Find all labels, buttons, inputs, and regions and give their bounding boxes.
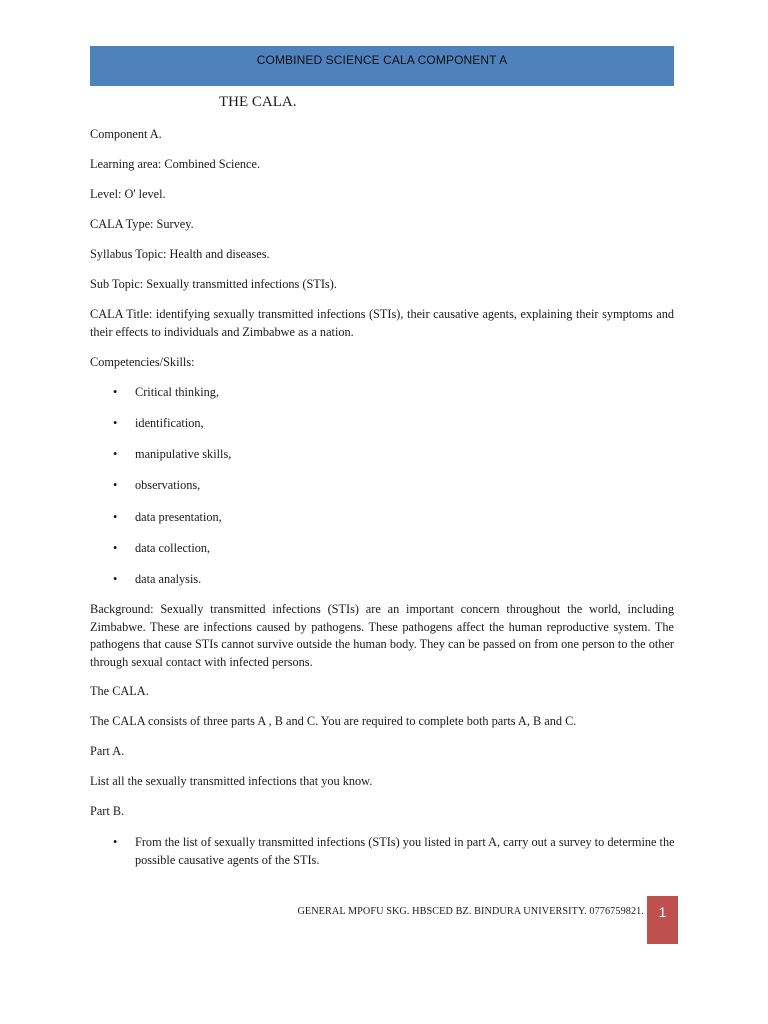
page-number-box (647, 896, 678, 944)
skill-item: identification, (135, 416, 204, 430)
part-b-bullet: From the list of sexually transmitted infections (STIs) you listed in part A, carry out a survey to determine the possible causative agents of the STIs. (135, 835, 675, 867)
skill-item: Critical thinking, (135, 385, 220, 399)
cala-heading: The CALA. (90, 684, 149, 698)
part-a-text: List all the sexually transmitted infections that you know. (90, 774, 373, 788)
skill-item: data presentation, (135, 510, 222, 524)
skill-item: manipulative skills, (135, 447, 232, 461)
part-b-heading: Part B. (90, 804, 125, 818)
header-title: COMBINED SCIENCE CALA COMPONENT A (256, 53, 508, 67)
bullet-dot-icon: • (113, 416, 118, 430)
field-component: Component A. (90, 127, 162, 141)
header-band (90, 46, 674, 86)
competencies-heading: Competencies/Skills: (90, 355, 195, 369)
cala-title: CALA Title: identifying sexually transmitted infections (STIs), their causative agents, explaining their symptoms and their effects to individuals and Zimbabwe as a nation. (90, 307, 674, 339)
bullet-dot-icon: • (113, 510, 118, 524)
page-number: 1 (658, 904, 667, 920)
field-cala-type: CALA Type: Survey. (90, 217, 194, 231)
part-a-heading: Part A. (90, 744, 125, 758)
field-learning-area: Learning area: Combined Science. (90, 157, 261, 171)
background-paragraph: Background: Sexually transmitted infections (STIs) are an important concern throughout the world, including Zimbabwe. These are infections caused by pathogens. These pathogens affect the human reproductive system. The pathogens that cause STIs cannot survive outside the human body. They can be passed on from one person to the other through sexual contact with infected persons. (90, 602, 674, 669)
skill-item: data collection, (135, 541, 211, 555)
bullet-dot-icon: • (113, 541, 118, 555)
skill-item: data analysis. (135, 572, 202, 586)
bullet-dot-icon: • (113, 478, 118, 492)
bullet-dot-icon: • (113, 835, 118, 849)
field-sub-topic: Sub Topic: Sexually transmitted infections (STIs). (90, 277, 337, 291)
skill-item: observations, (135, 478, 201, 492)
document-title: THE CALA. (219, 94, 297, 110)
field-syllabus-topic: Syllabus Topic: Health and diseases. (90, 247, 270, 261)
bullet-dot-icon: • (113, 572, 118, 586)
bullet-dot-icon: • (113, 447, 118, 461)
cala-intro: The CALA consists of three parts A , B and C. You are required to complete both parts A, B and C. (90, 714, 577, 728)
footer-text: GENERAL MPOFU SKG. HBSCED BZ. BINDURA UNIVERSITY. 0776759821. (297, 906, 644, 917)
field-level: Level: O' level. (90, 187, 166, 201)
bullet-dot-icon: • (113, 385, 118, 399)
